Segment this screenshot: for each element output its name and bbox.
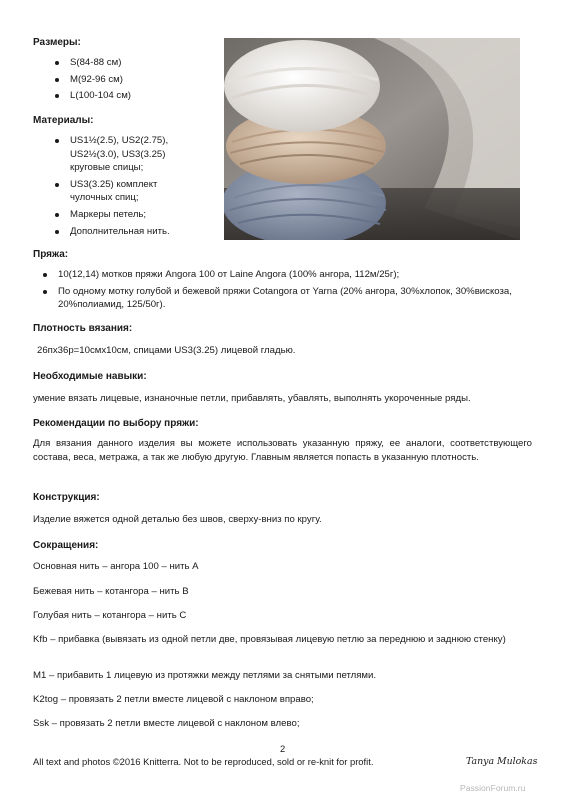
abbreviation-item: Голубая нить – котангора – нить С bbox=[33, 610, 187, 621]
abbreviation-item: K2tog – провязать 2 петли вместе лицевой с наклоном вправо; bbox=[33, 694, 314, 705]
materials-heading: Материалы: bbox=[33, 115, 94, 126]
list-item: Маркеры петель; bbox=[52, 208, 184, 222]
list-item: US3(3.25) комплект чулочных спиц; bbox=[52, 178, 184, 205]
abbreviation-item: Основная нить – ангора 100 – нить А bbox=[33, 561, 199, 572]
sizes-list bbox=[52, 56, 212, 106]
abbreviation-item: Бежевая нить – котангора – нить В bbox=[33, 586, 189, 597]
yarn-photo bbox=[224, 38, 520, 240]
construction-text: Изделие вяжется одной деталью без швов, сверху-вниз по кругу. bbox=[33, 514, 322, 525]
abbreviation-item: Ssk – провязать 2 петли вместе лицевой с наклоном влево; bbox=[33, 718, 300, 729]
yarn-choice-heading: Рекомендации по выбору пряжи: bbox=[33, 418, 199, 429]
yarn-heading: Пряжа: bbox=[33, 249, 69, 260]
gauge-heading: Плотность вязания: bbox=[33, 323, 133, 334]
list-item: 10(12,14) мотков пряжи Angora 100 от Laine Angora (100% ангора, 112м/25г); bbox=[40, 268, 520, 282]
sizes-heading: Размеры: bbox=[33, 37, 81, 48]
list-item: L(100-104 см) bbox=[52, 89, 212, 103]
page-number: 2 bbox=[280, 743, 286, 754]
abbreviation-item: Kfb – прибавка (вывязать из одной петли две, провязывая лицевую петлю за переднюю и заднюю стенку) bbox=[33, 634, 506, 645]
gauge-text: 26пх36р=10смх10см, спицами US3(3.25) лицевой гладью. bbox=[37, 345, 296, 356]
yarn-choice-text: Для вязания данного изделия вы можете использовать указанную пряжу, ее аналоги, соответствующего состава, веса, метража, а так же любую другую. Главным является попасть в указанную плотность. bbox=[33, 438, 532, 463]
list-item: Дополнительная нить. bbox=[52, 225, 184, 239]
skills-text: умение вязать лицевые, изнаночные петли, прибавлять, убавлять, выполнять укороченные ряды. bbox=[33, 393, 471, 404]
skills-heading: Необходимые навыки: bbox=[33, 371, 147, 382]
construction-heading: Конструкция: bbox=[33, 492, 100, 503]
abbreviation-item: M1 – прибавить 1 лицевую из протяжки между петлями за снятыми петлями. bbox=[33, 670, 377, 681]
list-item: S(84-88 см) bbox=[52, 56, 212, 70]
list-item: US1½(2.5), US2(2.75), US2½(3.0), US3(3.25) круговые спицы; bbox=[52, 134, 184, 175]
abbreviations-heading: Сокращения: bbox=[33, 540, 99, 551]
materials-list bbox=[52, 134, 184, 241]
copyright-notice: All text and photos ©2016 Knitterra. Not to be reproduced, sold or re-knit for profit. bbox=[33, 756, 374, 767]
list-item: M(92-96 см) bbox=[52, 73, 212, 87]
yarn-list bbox=[40, 268, 520, 315]
watermark: PassionForum.ru bbox=[460, 783, 526, 793]
author-name: Tanya Mulokas bbox=[466, 756, 538, 767]
list-item: По одному мотку голубой и бежевой пряжи Cotangora от Yarna (20% ангора, 30%хлопок, 30%вискоза, 20%полиамид, 125/50г). bbox=[40, 285, 520, 312]
